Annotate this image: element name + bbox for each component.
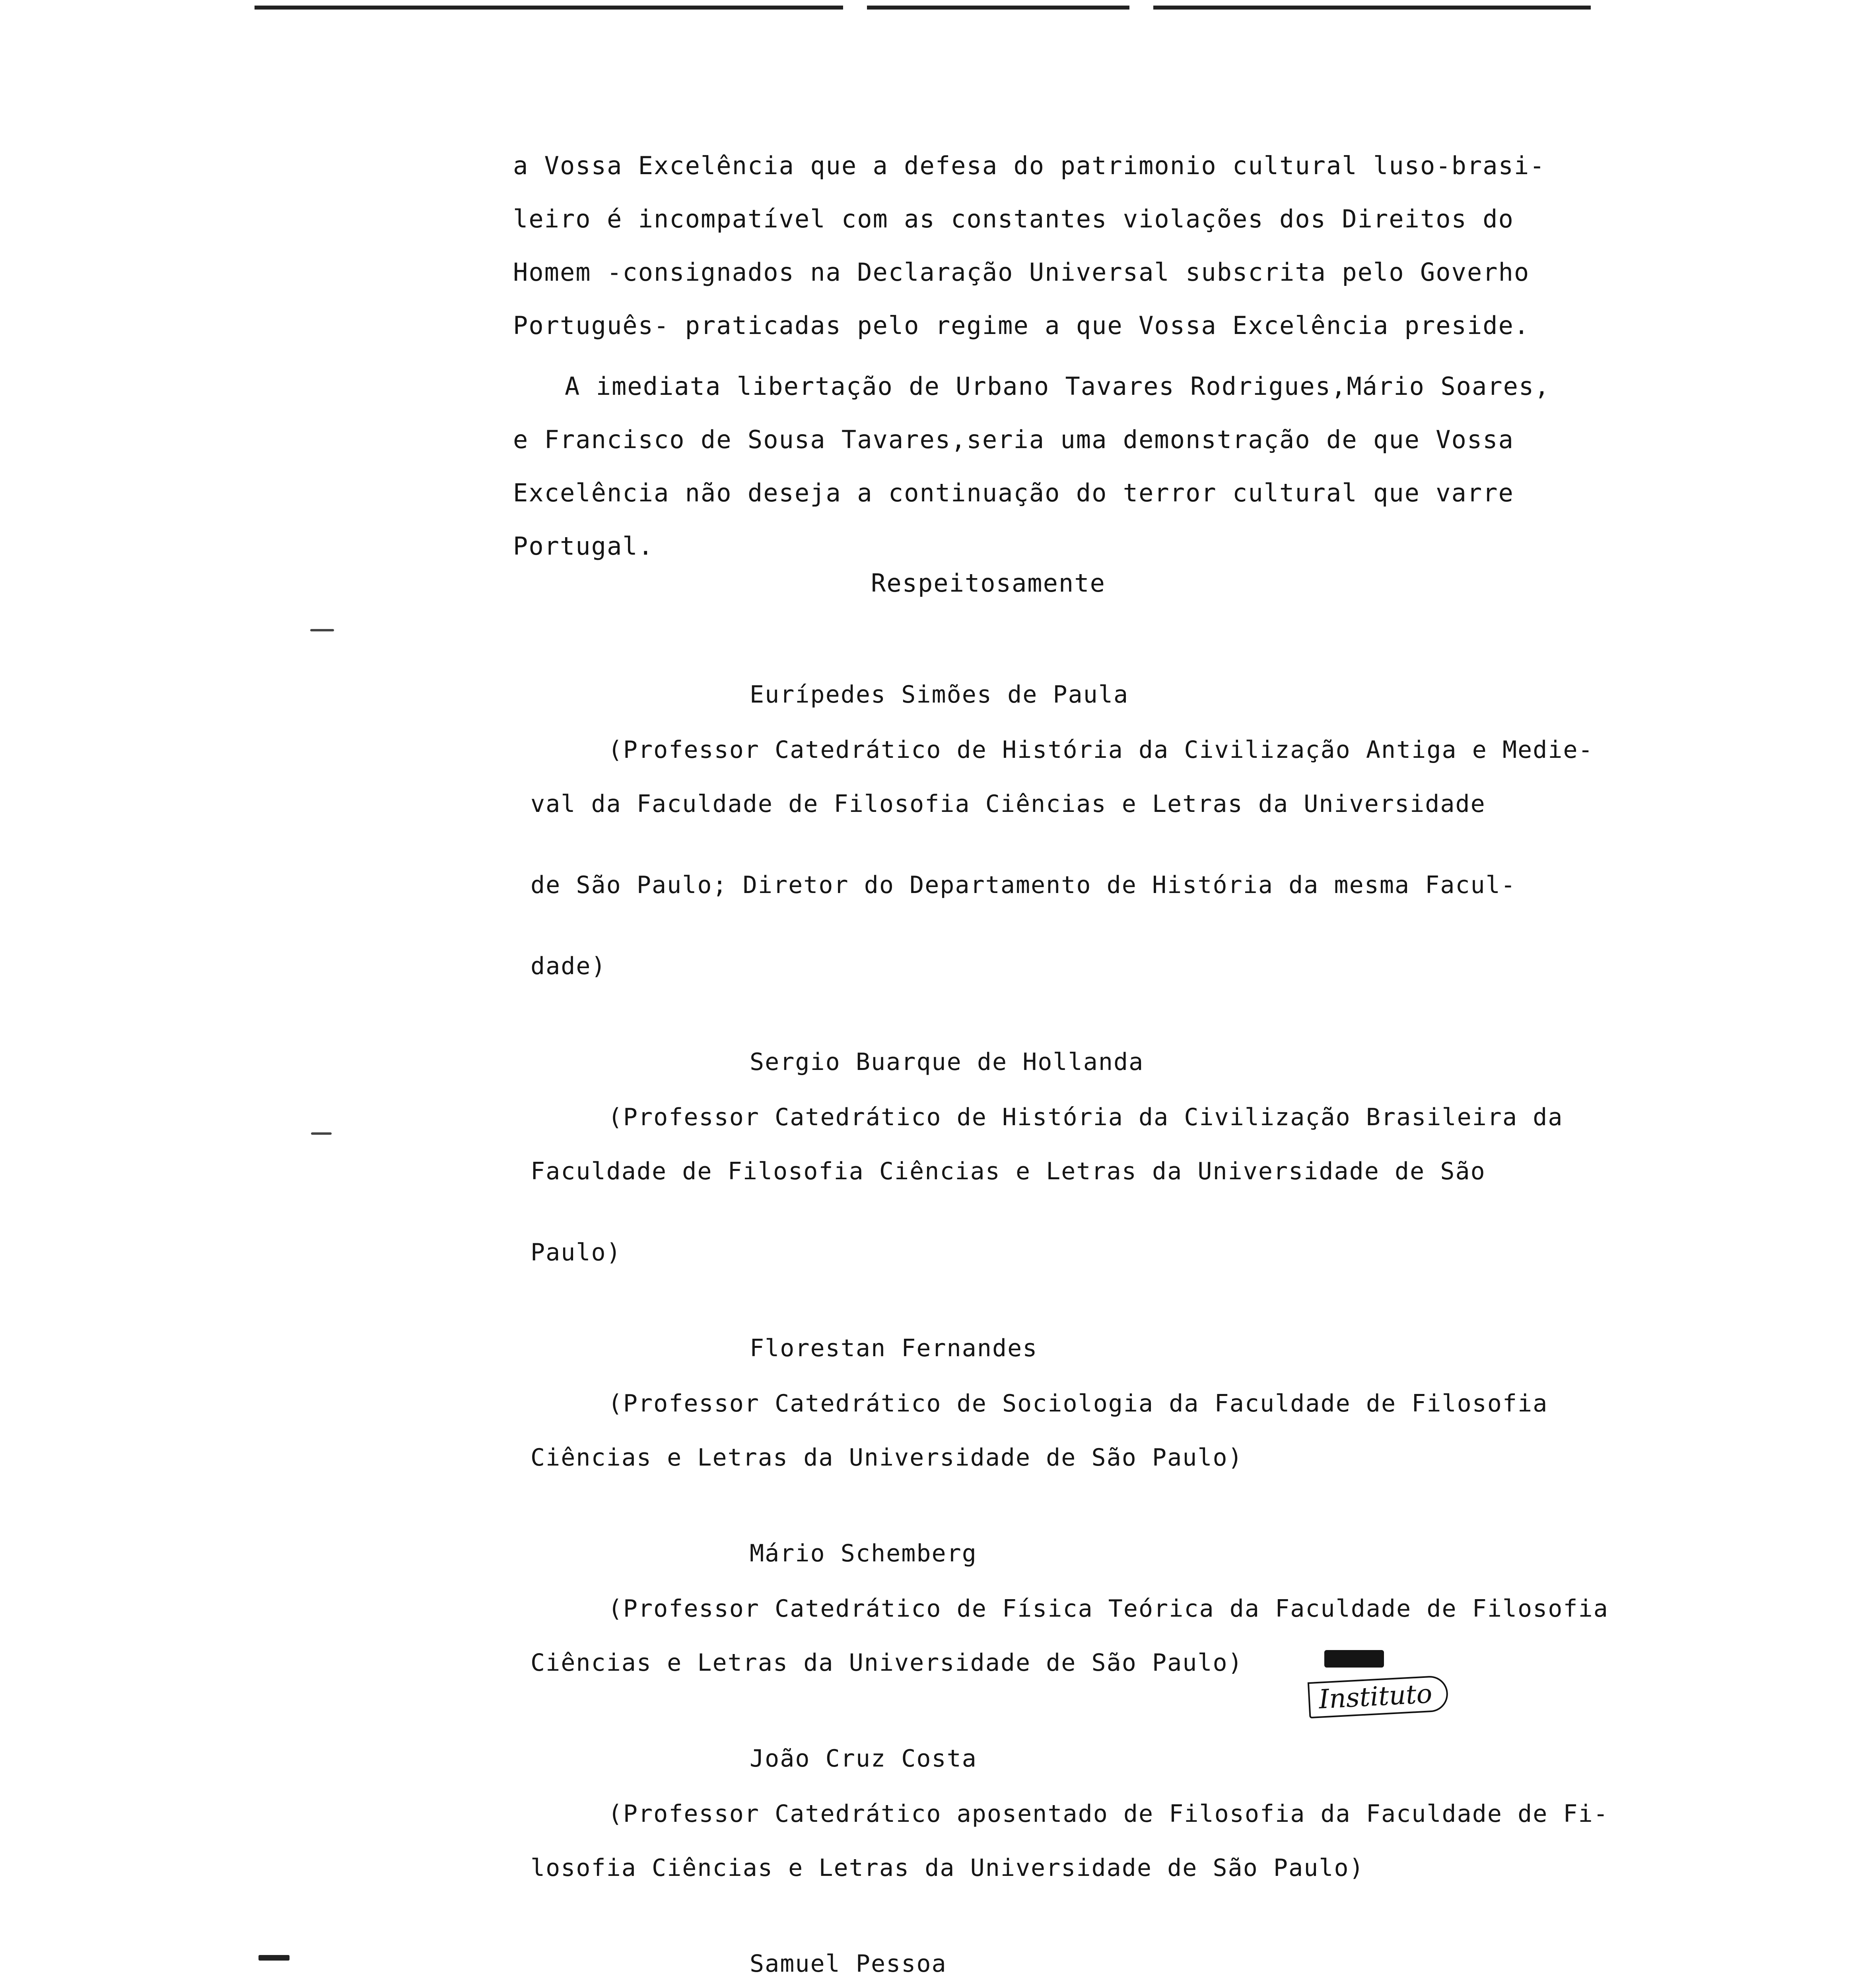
page-top-rule [255,6,1591,10]
signatory-name: Sergio Buarque de Hollanda [750,1048,1144,1076]
paragraph-line: A imediata libertação de Urbano Tavares Rodrigues,Mário Soares, [565,372,1550,401]
letter-paragraph-1 [513,139,1611,352]
paragraph-line: Português- praticadas pelo regime a que Vossa Excelência preside. [513,311,1530,340]
signatory-name: Samuel Pessoa [750,1950,947,1978]
signatory-list [517,680,1623,1988]
paragraph-line: e Francisco de Sousa Tavares,seria uma demonstração de que Vossa [513,425,1514,454]
paragraph-line: leiro é incompatível com as constantes violações dos Direitos do [513,204,1514,233]
title-line: losofia Ciências e Letras da Universidade de São Paulo) [531,1854,1364,1882]
title-line: Ciências e Letras da Universidade de São Paulo) [531,1649,1243,1677]
signatory-title [517,709,1623,1034]
title-line: Ciências e Letras da Universidade de São Paulo) [531,1444,1243,1472]
paragraph-line: Excelência não deseja a continuação do terror cultural que varre [513,478,1514,507]
margin-mark [310,629,334,631]
paragraph-line: Homem -consignados na Declaração Universal subscrita pelo Goverho [513,258,1530,287]
paragraph-line: Portugal. [513,532,654,561]
letter-paragraph-2 [513,360,1611,573]
signatory-block [517,1334,1623,1525]
signatory-name: Eurípedes Simões de Paula [750,681,1129,709]
closing-salutation: Respeitosamente [871,569,1106,598]
title-line: val da Faculdade de Filosofia Ciências e Letras da Universidade [531,790,1486,818]
title-line: (Professor Catedrático aposentado de Filosofia da Faculdade de Fi- [608,1800,1609,1828]
signatory-block [517,680,1623,1034]
paragraph-line: a Vossa Excelência que a defesa do patrimonio cultural luso-brasi- [513,151,1545,180]
signatory-name: Florestan Fernandes [750,1334,1038,1362]
signatory-block [517,1949,1623,1988]
title-line: dade) [531,952,606,980]
punch-mark [258,1955,290,1961]
signatory-title [517,1568,1623,1730]
signatory-title [517,1363,1623,1525]
title-line: (Professor Catedrático de História da Civilização Antiga e Medie- [608,736,1594,764]
struck-out-word [1324,1650,1384,1668]
signatory-block [517,1539,1623,1730]
signatory-name: Mário Schemberg [750,1540,977,1567]
title-line: Paulo) [531,1239,622,1266]
signatory-block [517,1744,1623,1936]
title-line: (Professor Catedrático de Sociologia da Faculdade de Filosofia [608,1390,1548,1417]
margin-mark [311,1132,332,1135]
title-line: de São Paulo; Diretor do Departamento de História da mesma Facul- [531,871,1516,899]
handwritten-insertion: Instituto [1308,1675,1449,1718]
title-line: Faculdade de Filosofia Ciências e Letras da Universidade de São [531,1157,1486,1185]
title-line: (Professor Catedrático de Física Teórica da Faculdade de Filosofia [608,1595,1609,1623]
signatory-title [517,1773,1623,1936]
signatory-title [517,1978,1623,1988]
title-line: (Professor Catedrático de História da Civilização Brasileira da [608,1103,1563,1131]
signatory-block [517,1047,1623,1320]
signatory-name: João Cruz Costa [750,1745,977,1773]
signatory-title [517,1077,1623,1320]
